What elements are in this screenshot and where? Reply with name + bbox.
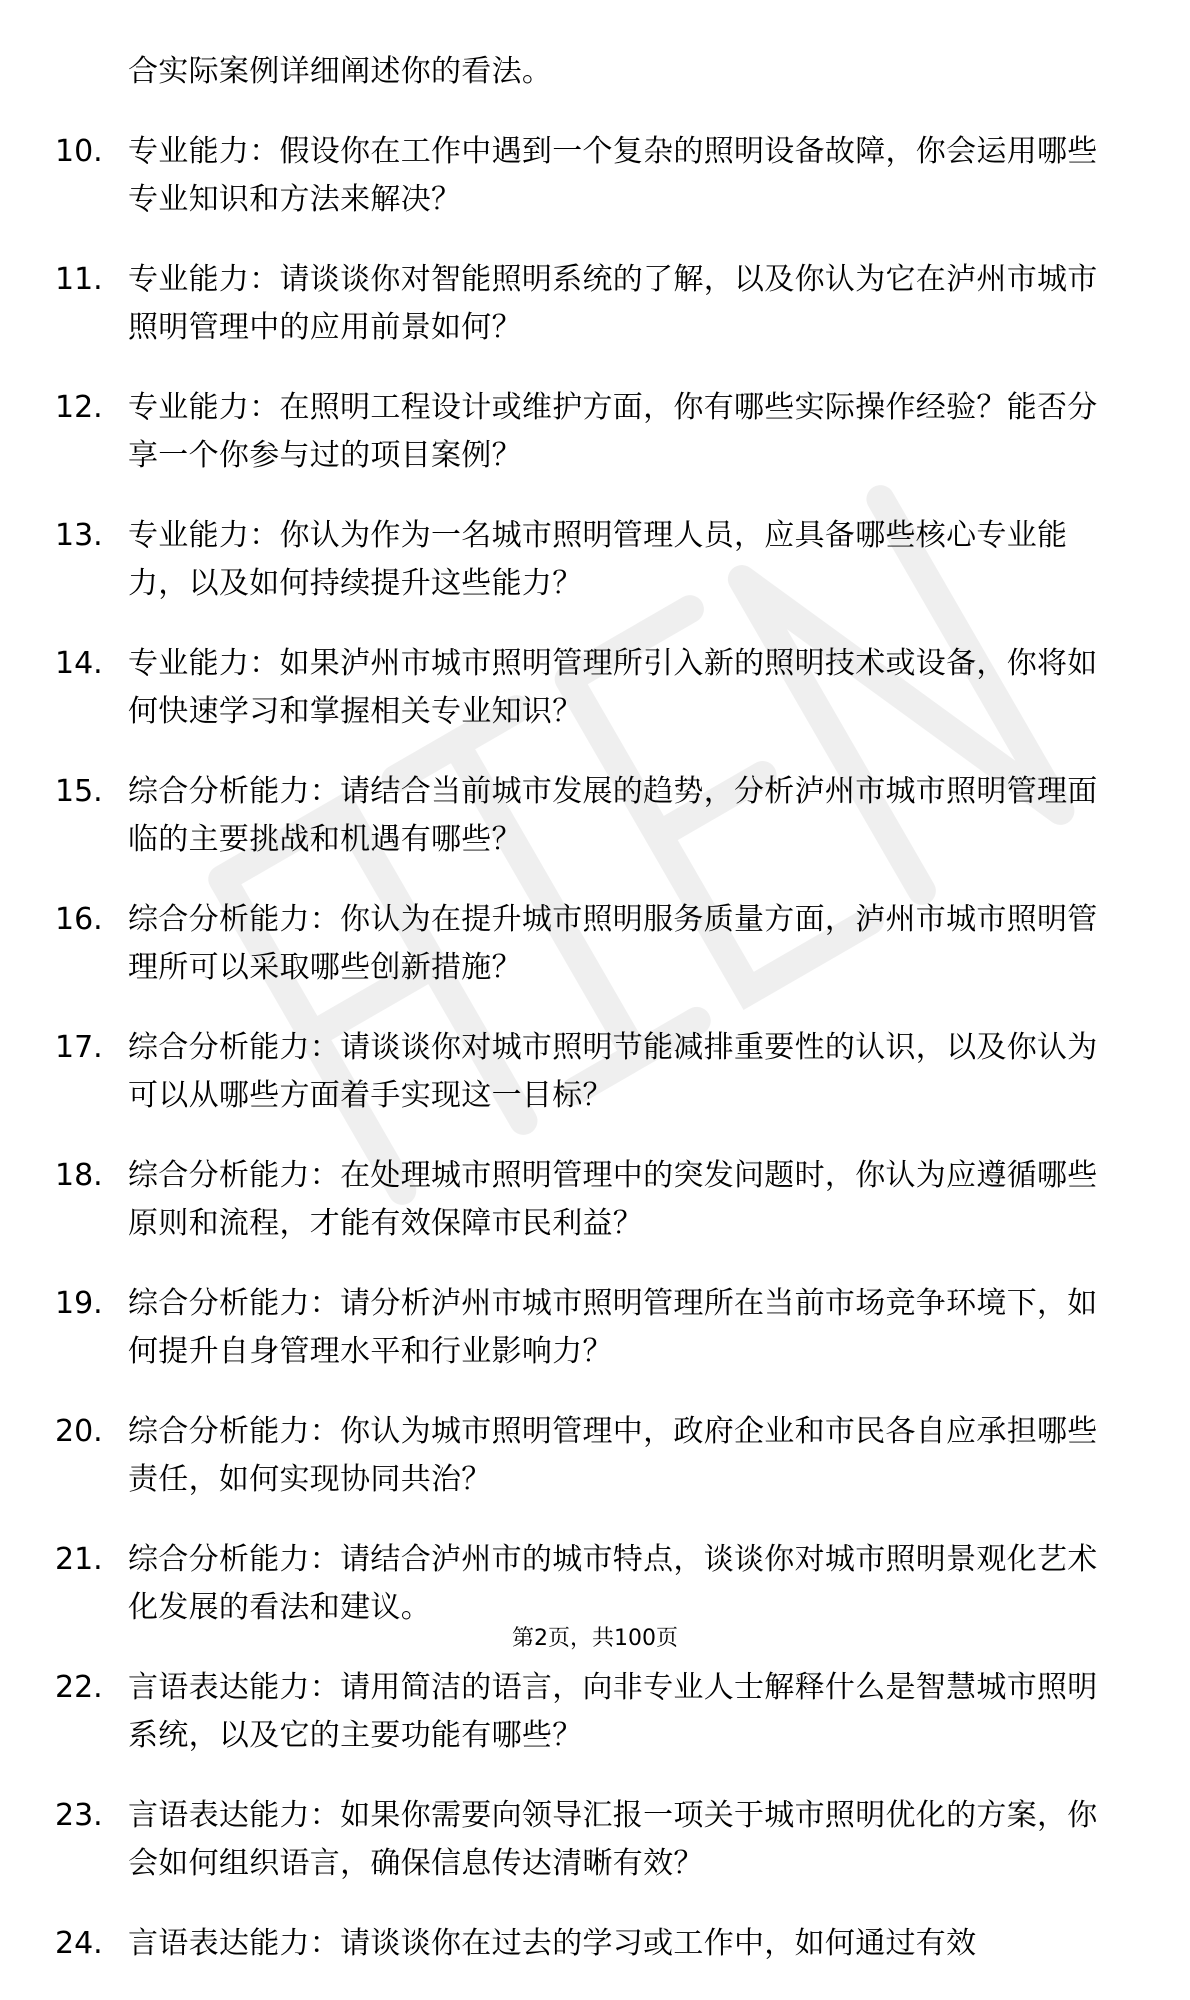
item-text: 言语表达能力：如果你需要向领导汇报一项关于城市照明优化的方案，你会如何组织语言，确保信息传达清晰有效？ bbox=[128, 1798, 1098, 1881]
item-number: 13. bbox=[55, 518, 103, 553]
item-number: 20. bbox=[55, 1414, 103, 1449]
item-text: 综合分析能力：在处理城市照明管理中的突发问题时，你认为应遵循哪些原则和流程，才能有效保障市民利益？ bbox=[128, 1158, 1098, 1241]
list-item bbox=[0, 128, 1190, 224]
item-text: 综合分析能力：请分析泸州市城市照明管理所在当前市场竞争环境下，如何提升自身管理水平和行业影响力？ bbox=[128, 1286, 1098, 1369]
item-number: 15. bbox=[55, 774, 103, 809]
list-item bbox=[0, 1280, 1190, 1376]
list-item bbox=[0, 1664, 1190, 1760]
item-text: 专业能力：假设你在工作中遇到一个复杂的照明设备故障，你会运用哪些专业知识和方法来解决？ bbox=[128, 134, 1098, 217]
list-item bbox=[0, 256, 1190, 352]
item-text: 言语表达能力：请用简洁的语言，向非专业人士解释什么是智慧城市照明系统，以及它的主要功能有哪些？ bbox=[128, 1670, 1098, 1753]
item-number: 10. bbox=[55, 134, 103, 169]
item-number: 11. bbox=[55, 262, 103, 297]
item-text: 综合分析能力：请谈谈你对城市照明节能减排重要性的认识，以及你认为可以从哪些方面着手实现这一目标？ bbox=[128, 1030, 1098, 1113]
list-item bbox=[0, 1408, 1190, 1504]
item-text: 专业能力：请谈谈你对智能照明系统的了解，以及你认为它在泸州市城市照明管理中的应用前景如何？ bbox=[128, 262, 1098, 345]
item-text: 综合分析能力：请结合当前城市发展的趋势，分析泸州市城市照明管理面临的主要挑战和机遇有哪些？ bbox=[128, 774, 1098, 857]
list-item bbox=[0, 896, 1190, 992]
item-text: 专业能力：在照明工程设计或维护方面，你有哪些实际操作经验？能否分享一个你参与过的项目案例？ bbox=[128, 390, 1098, 473]
item-text: 综合分析能力：你认为城市照明管理中，政府企业和市民各自应承担哪些责任，如何实现协同共治？ bbox=[128, 1414, 1098, 1497]
list-item bbox=[0, 1152, 1190, 1248]
list-item bbox=[0, 512, 1190, 608]
item-text: 综合分析能力：请结合泸州市的城市特点，谈谈你对城市照明景观化艺术化发展的看法和建议。 bbox=[128, 1542, 1098, 1625]
list-item bbox=[0, 1920, 1190, 1968]
item-number: 22. bbox=[55, 1670, 103, 1705]
continued-text: 合实际案例详细阐述你的看法。 bbox=[128, 54, 553, 89]
list-item bbox=[0, 1792, 1190, 1888]
item-number: 21. bbox=[55, 1542, 103, 1577]
item-number: 24. bbox=[55, 1926, 103, 1961]
item-text: 综合分析能力：你认为在提升城市照明服务质量方面，泸州市城市照明管理所可以采取哪些创新措施？ bbox=[128, 902, 1098, 985]
question-list bbox=[0, 48, 1190, 2000]
continued-line bbox=[0, 48, 1190, 96]
item-text: 言语表达能力：请谈谈你在过去的学习或工作中，如何通过有效 bbox=[128, 1926, 977, 1961]
item-number: 12. bbox=[55, 390, 103, 425]
item-text: 专业能力：你认为作为一名城市照明管理人员，应具备哪些核心专业能力，以及如何持续提升这些能力？ bbox=[128, 518, 1068, 601]
item-number: 18. bbox=[55, 1158, 103, 1193]
item-number: 17. bbox=[55, 1030, 103, 1065]
item-number: 23. bbox=[55, 1798, 103, 1833]
item-text: 专业能力：如果泸州市城市照明管理所引入新的照明技术或设备，你将如何快速学习和掌握相关专业知识？ bbox=[128, 646, 1098, 729]
item-number: 14. bbox=[55, 646, 103, 681]
list-item bbox=[0, 768, 1190, 864]
list-item bbox=[0, 1024, 1190, 1120]
list-item bbox=[0, 384, 1190, 480]
list-item bbox=[0, 640, 1190, 736]
page-footer: 第2页，共100页 bbox=[512, 1626, 678, 1651]
item-number: 19. bbox=[55, 1286, 103, 1321]
item-number: 16. bbox=[55, 902, 103, 937]
list-item bbox=[0, 1536, 1190, 1632]
